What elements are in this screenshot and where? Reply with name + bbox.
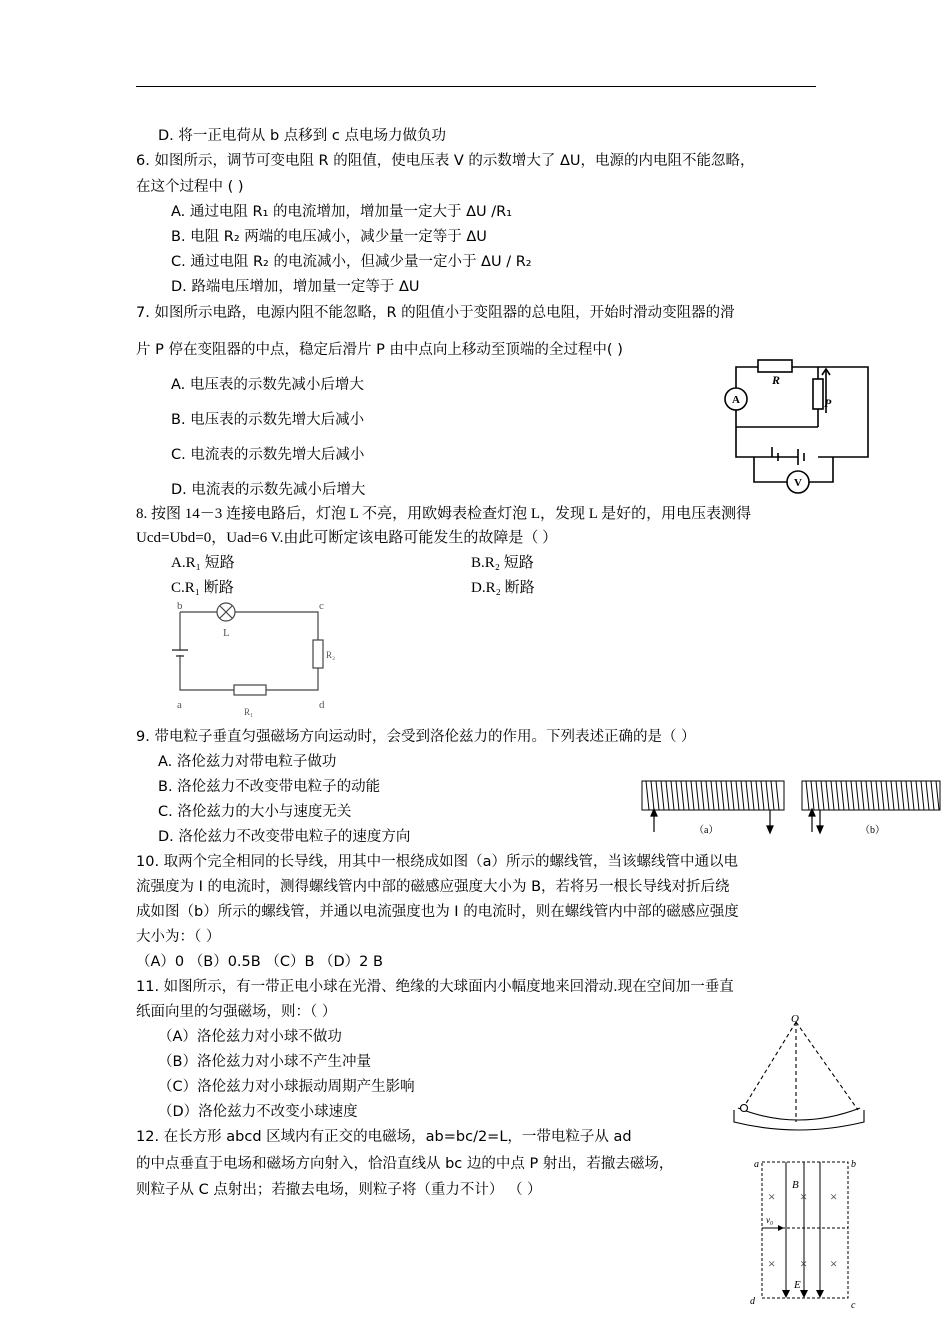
q7-voltmeter-label: V (794, 477, 802, 489)
q11-option-b: （B）洛伦兹力对小球不产生冲量 (158, 1054, 371, 1070)
q7-option-c: C. 电流表的示数先增大后减小 (171, 447, 365, 463)
q12-label-v0: v₀ (766, 1215, 774, 1225)
q6-option-b: B. 电阻 R₂ 两端的电压减小，减少量一定等于 ΔU (171, 229, 487, 245)
q8-r2-label: R₂ (326, 650, 336, 660)
q8-option-d: D.R₂ 断路 (471, 580, 535, 596)
q7-option-d: D. 电流表的示数先减小后增大 (171, 482, 366, 498)
q6-stem-2: 在这个过程中 ( ) (136, 179, 244, 195)
q12-stem-3: 则粒子从 C 点射出；若撤去电场，则粒子将（重力不计） （ ） (136, 1182, 542, 1198)
q12-corner-d: d (750, 1296, 755, 1307)
q10-stem-2: 流强度为 I 的电流时，测得螺线管内中部的磁感应强度大小为 B，若将另一根长导线对折后绕 (136, 879, 730, 895)
q8-option-a: A.R₁ 短路 (171, 555, 235, 571)
q8-node-d: d (319, 699, 325, 711)
svg-text:×: × (830, 1256, 838, 1271)
q10-options: （A）0 （B）0.5B （C）B （D）2 B (136, 954, 383, 970)
q9-stem: 9. 带电粒子垂直匀强磁场方向运动时，会受到洛伦兹力的作用。下列表述正确的是（ ） (136, 729, 696, 745)
q8-stem-1: 8. 按图 14－3 连接电路后，灯泡 L 不亮，用欧姆表检查灯泡 L，发现 L 是好的，用电压表测得 (136, 506, 752, 522)
q7-stem-1: 7. 如图所示电路，电源内阻不能忽略，R 的阻值小于变阻器的总电阻，开始时滑动变阻器的滑 (136, 305, 735, 321)
q7-stem-2: 片 P 停在变阻器的中点，稳定后滑片 P 由中点向上移动至顶端的全过程中( ) (136, 342, 623, 358)
q10-stem-4: 大小为：（ ） (136, 929, 221, 945)
header-rule (136, 86, 816, 87)
q6-option-a: A. 通过电阻 R₁ 的电流增加，增加量一定大于 ΔU /R₁ (171, 204, 513, 220)
q9-option-a: A. 洛伦兹力对带电粒子做功 (158, 754, 337, 770)
q12-label-b-field: B (792, 1179, 799, 1191)
q12-corner-b: b (851, 1159, 856, 1170)
q8-stem-2: Ucd=Ubd=0，Uad=6 V.由此可断定该电路可能发生的故障是（ ） (136, 530, 558, 546)
svg-text:×: × (800, 1256, 808, 1271)
q11-stem-2: 纸面向里的匀强磁场，则：（ ） (136, 1004, 337, 1020)
q7-circuit-figure (718, 355, 878, 495)
svg-text:×: × (800, 1189, 808, 1204)
q11-point-o: O (791, 1013, 799, 1025)
q10-solenoid-figure (636, 774, 946, 840)
q7-option-a: A. 电压表的示数先减小后增大 (171, 377, 364, 393)
q12-label-e-field: E (794, 1279, 801, 1291)
q8-node-b: b (177, 600, 183, 612)
svg-text:×: × (768, 1256, 776, 1271)
q8-circuit-figure (168, 598, 348, 722)
q7-option-b: B. 电压表的示数先增大后减小 (171, 412, 365, 428)
q11-bowl-figure (728, 1010, 868, 1136)
q6-option-c: C. 通过电阻 R₂ 的电流减小，但减少量一定小于 ΔU / R₂ (171, 254, 532, 270)
q8-option-b: B.R₂ 短路 (471, 555, 534, 571)
q11-option-d: （D）洛伦兹力不改变小球速度 (158, 1104, 358, 1120)
q7-label-r: R (772, 373, 781, 387)
q10-figure-b-label: （b） (860, 825, 885, 836)
q9-option-c: C. 洛伦兹力的大小与速度无关 (158, 804, 352, 820)
q6-stem-1: 6. 如图所示，调节可变电阻 R 的阻值，使电压表 V 的示数增大了 ΔU，电源的内电阻不能忽略， (136, 153, 755, 169)
q9-option-d: D. 洛伦兹力不改变带电粒子的速度方向 (158, 829, 411, 845)
q12-stem-2: 的中点垂直于电场和磁场方向射入，恰沿直线从 bc 边的中点 P 射出，若撤去磁场， (136, 1156, 674, 1172)
q12-stem-1: 12. 在长方形 abcd 区域内有正交的电磁场，ab=bc/2=L，一带电粒子从 ad (136, 1129, 632, 1145)
q11-option-a: （A）洛伦兹力对小球不做功 (158, 1029, 342, 1045)
q7-label-p: P (824, 396, 832, 410)
svg-text:×: × (768, 1189, 776, 1204)
q11-stem-1: 11. 如图所示，有一带正电小球在光滑、绝缘的大球面内小幅度地来回滑动.现在空间加一垂直 (136, 979, 734, 995)
q8-node-c: c (319, 600, 324, 612)
svg-text:×: × (830, 1189, 838, 1204)
q10-stem-1: 10. 取两个完全相同的长导线，用其中一根绕成如图（a）所示的螺线管，当该螺线管中通以电 (136, 854, 739, 870)
q8-node-a: a (177, 699, 182, 711)
q10-figure-a-label: （a） (694, 825, 719, 836)
q12-field-figure (740, 1152, 870, 1314)
q7-ammeter-label: A (732, 394, 740, 406)
q12-corner-c: c (851, 1300, 856, 1311)
q8-option-c: C.R₁ 断路 (171, 580, 234, 596)
q12-corner-a: a (754, 1159, 759, 1170)
q8-lamp-label: L (223, 627, 230, 639)
q5-option-d: D. 将一正电荷从 b 点移到 c 点电场力做负功 (158, 128, 446, 144)
q11-option-c: （C）洛伦兹力对小球振动周期产生影响 (158, 1079, 415, 1095)
q8-r1-label: R₁ (244, 707, 254, 717)
q6-option-d: D. 路端电压增加，增加量一定等于 ΔU (171, 279, 420, 295)
q9-option-b: B. 洛伦兹力不改变带电粒子的动能 (158, 779, 381, 795)
q10-stem-3: 成如图（b）所示的螺线管，并通以电流强度也为 I 的电流时，则在螺线管内中部的磁感应强度 (136, 904, 739, 920)
